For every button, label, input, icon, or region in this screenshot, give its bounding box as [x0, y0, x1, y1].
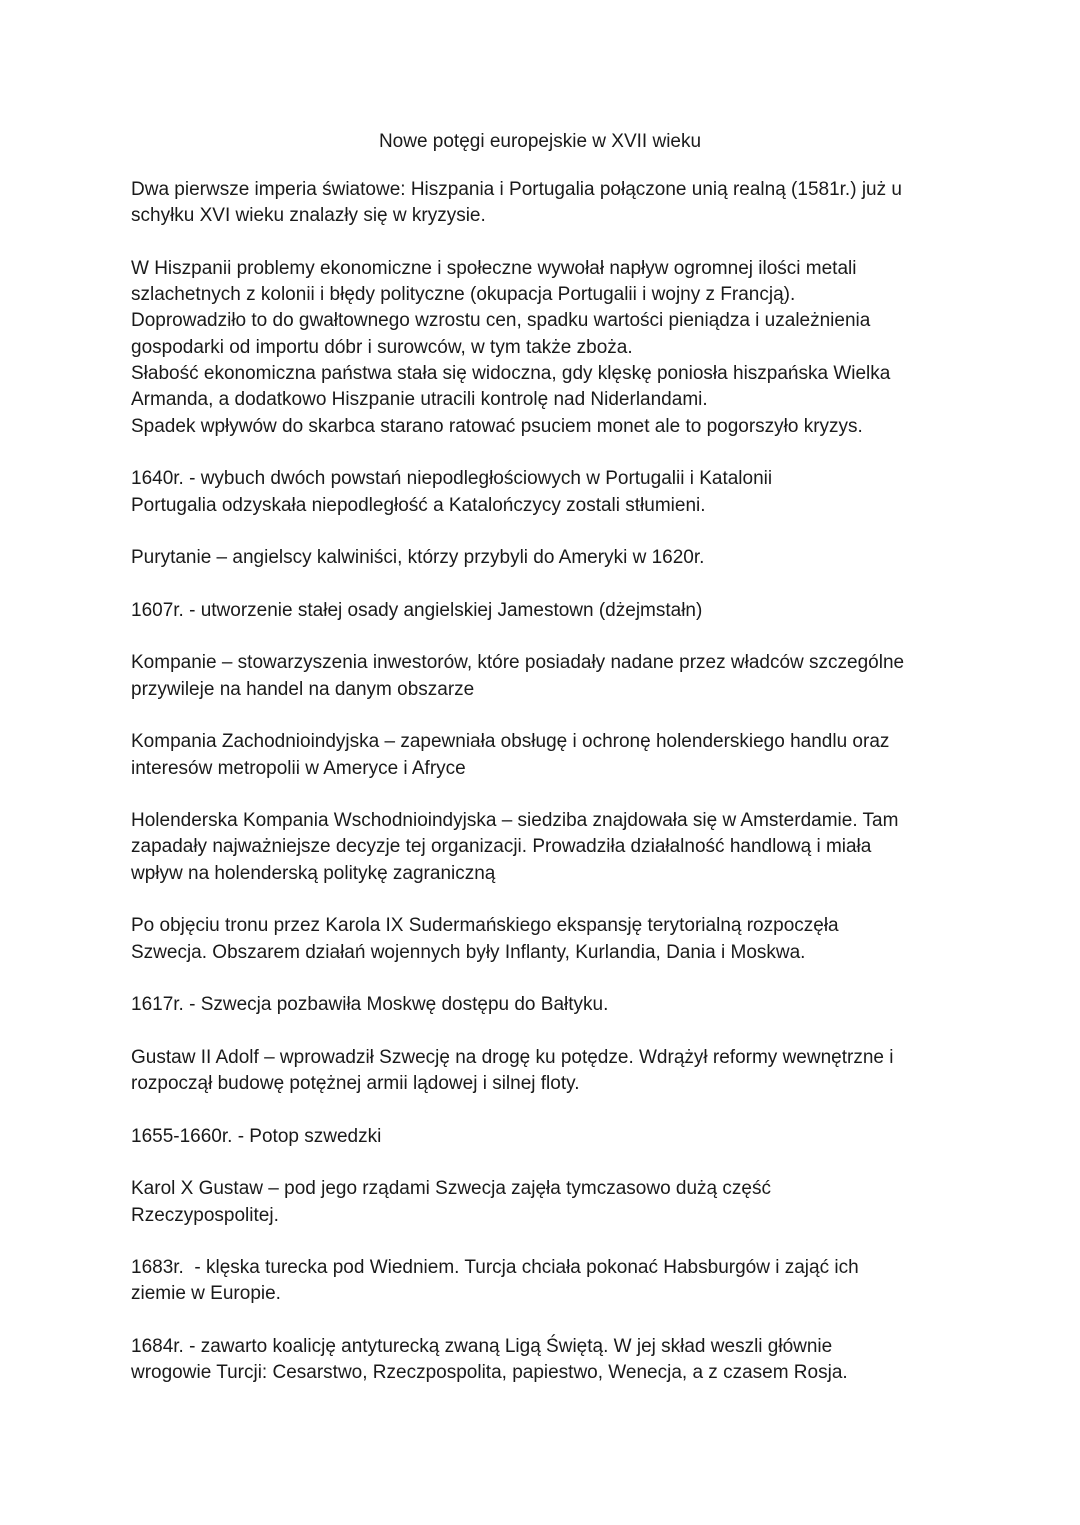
- text-line: interesów metropolii w Ameryce i Afryce: [131, 757, 466, 779]
- text-line: Doprowadziło to do gwałtownego wzrostu cen, spadku wartości pieniądza i uzależnienia: [131, 310, 871, 332]
- text-line: 1640r. - wybuch dwóch powstań niepodległościowych w Portugalii i Katalonii: [131, 468, 773, 490]
- paragraph-iberian-empires: [131, 177, 961, 230]
- text-line: Rzeczypospolitej.: [131, 1204, 279, 1226]
- paragraph-vienna-1683: [131, 1255, 961, 1308]
- paragraph-spain-crisis: [131, 256, 961, 440]
- text-line: 1607r. - utworzenie stałej osady angielskiej Jamestown (dżejmstałn): [131, 599, 703, 621]
- text-line: gospodarki od importu dóbr i surowców, w tym także zboża.: [131, 336, 633, 358]
- text-line: szlachetnych z kolonii i błędy polityczne (okupacja Portugalii i wojny z Francją).: [131, 284, 796, 306]
- paragraph-west-india-company: [131, 729, 961, 782]
- text-line: Gustaw II Adolf – wprowadził Szwecję na drogę ku potędze. Wdrążył reformy wewnętrzne i: [131, 1046, 894, 1068]
- text-line: Dwa pierwsze imperia światowe: Hiszpania i Portugalia połączone unią realną (1581r.) już u: [131, 179, 902, 200]
- text-line: wrogowie Turcji: Cesarstwo, Rzeczpospolita, papiestwo, Wenecja, a z czasem Rosja.: [131, 1362, 848, 1384]
- text-line: Karol X Gustaw – pod jego rządami Szwecja zajęła tymczasowo dużą część: [131, 1178, 771, 1200]
- paragraph-gustaw-adolf: [131, 1045, 961, 1098]
- text-line: Kompania Zachodnioindyjska – zapewniała obsługę i ochronę holenderskiego handlu oraz: [131, 731, 890, 753]
- text-line: 1684r. - zawarto koalicję antyturecką zwaną Ligą Świętą. W jej skład weszli głównie: [131, 1336, 833, 1358]
- text-line: Holenderska Kompania Wschodnioindyjska – siedziba znajdowała się w Amsterdamie. Tam: [131, 810, 899, 832]
- text-line: 1655-1660r. - Potop szwedzki: [131, 1125, 382, 1147]
- document-title: Nowe potęgi europejskie w XVII wieku: [378, 131, 702, 152]
- paragraph-puritans: [131, 545, 961, 571]
- text-line: wpływ na holenderską politykę zagraniczną: [131, 862, 496, 884]
- text-line: Szwecja. Obszarem działań wojennych były Inflanty, Kurlandia, Dania i Moskwa.: [131, 941, 806, 963]
- paragraph-deluge: [131, 1124, 961, 1150]
- text-line: Portugalia odzyskała niepodległość a Katalończycy zostali stłumieni.: [131, 494, 706, 516]
- paragraph-holy-league: [131, 1334, 961, 1387]
- document-page: [131, 128, 961, 1413]
- paragraph-karol-gustaw: [131, 1176, 961, 1229]
- paragraph-sweden-expansion: [131, 913, 961, 966]
- text-line: Po objęciu tronu przez Karola IX Sudermańskiego ekspansję terytorialną rozpoczęła: [131, 915, 839, 937]
- text-line: Kompanie – stowarzyszenia inwestorów, które posiadały nadane przez władców szczególne: [131, 652, 905, 674]
- text-line: zapadały najważniejsze decyzje tej organizacji. Prowadziła działalność handlową i miała: [131, 836, 872, 858]
- text-line: W Hiszpanii problemy ekonomiczne i społeczne wywołał napływ ogromnej ilości metali: [131, 257, 857, 279]
- text-line: 1617r. - Szwecja pozbawiła Moskwę dostępu do Bałtyku.: [131, 994, 609, 1016]
- text-line: schyłku XVI wieku znalazły się w kryzysie.: [131, 205, 486, 227]
- text-line: przywileje na handel na danym obszarze: [131, 678, 475, 700]
- paragraph-east-india-company: [131, 808, 961, 887]
- text-line: Słabość ekonomiczna państwa stała się widoczna, gdy klęskę poniosła hiszpańska Wielka: [131, 363, 891, 385]
- paragraph-companies: [131, 650, 961, 703]
- text-line: 1683r. - klęska turecka pod Wiedniem. Turcja chciała pokonać Habsburgów i zająć ich: [131, 1257, 859, 1279]
- paragraph-jamestown: [131, 598, 961, 624]
- text-line: Armanda, a dodatkowo Hiszpanie utracili kontrolę nad Niderlandami.: [131, 389, 708, 411]
- text-line: Purytanie – angielscy kalwiniści, którzy przybyli do Ameryki w 1620r.: [131, 547, 705, 569]
- paragraph-1617: [131, 992, 961, 1018]
- text-line: rozpoczął budowę potężnej armii lądowej i silnej floty.: [131, 1073, 580, 1095]
- text-line: ziemie w Europie.: [131, 1283, 281, 1305]
- paragraph-1640-uprisings: [131, 466, 961, 519]
- text-line: Spadek wpływów do skarbca starano ratować psuciem monet ale to pogorszyło kryzys.: [131, 415, 863, 437]
